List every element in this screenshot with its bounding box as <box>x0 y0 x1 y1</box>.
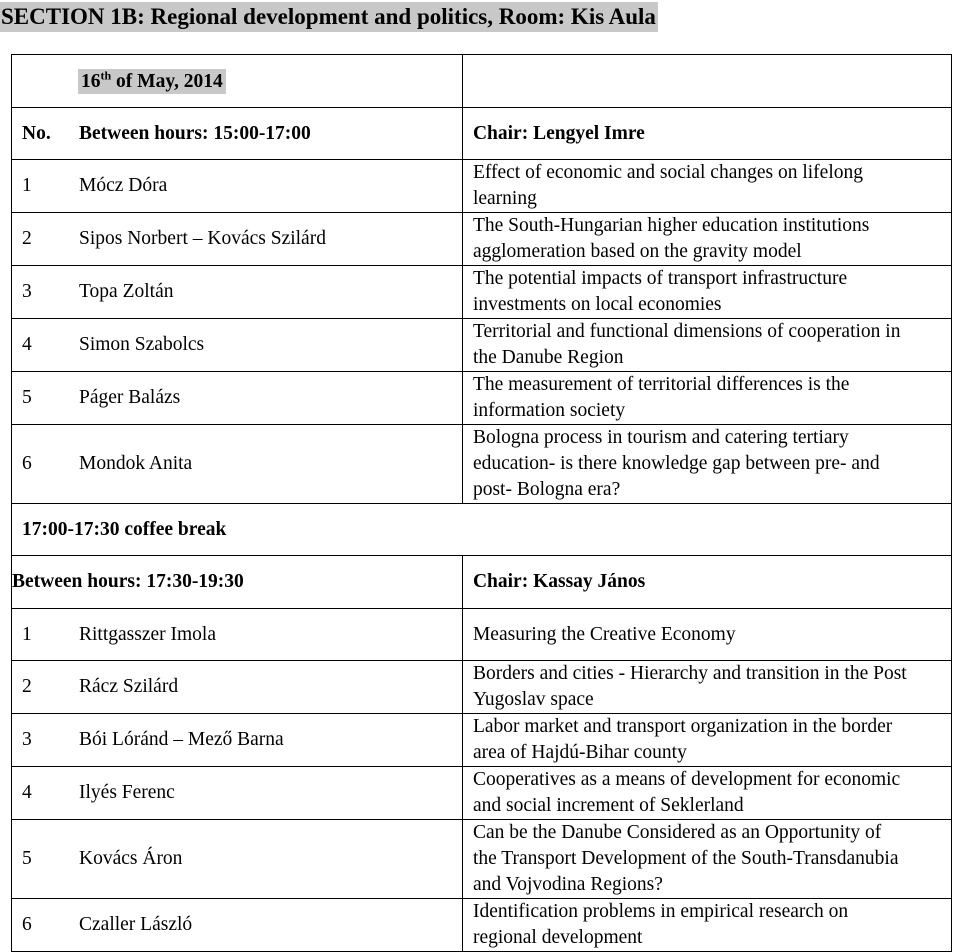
row-number: 5 <box>22 848 32 869</box>
presentation-title: Identification problems in empirical research on regional development <box>462 899 951 952</box>
presentation-title: Bologna process in tourism and catering tertiary education- is there knowledge gap between pre- and post- Bologna era? <box>462 425 951 504</box>
coffee-break-row <box>12 504 952 556</box>
coffee-break: 17:00-17:30 coffee break <box>12 504 952 556</box>
table-row <box>12 609 952 661</box>
table-row <box>12 213 952 266</box>
presenter-name: Kovács Áron <box>79 848 183 869</box>
row-number: 2 <box>22 228 32 249</box>
session2-hours: Between hours: 17:30-19:30 <box>12 556 463 609</box>
session-date: 16th of May, 2014 <box>78 69 226 94</box>
table-row <box>12 661 952 714</box>
presentation-title: Cooperatives as a means of development for economic and social increment of Seklerland <box>462 767 951 820</box>
presenter-name: Páger Balázs <box>79 387 181 408</box>
session1-hours-cell <box>12 108 463 160</box>
row-number: 4 <box>22 782 32 803</box>
presenter-name: Bói Lóránd – Mező Barna <box>79 729 284 750</box>
table-row <box>12 714 952 767</box>
session2-header-row <box>12 556 952 609</box>
number-header: No. <box>22 122 51 144</box>
presentation-title: Borders and cities - Hierarchy and transition in the Post Yugoslav space <box>462 661 951 714</box>
presentation-title: Effect of economic and social changes on lifelong learning <box>462 160 951 213</box>
row-number: 4 <box>22 334 32 355</box>
section-title: SECTION 1B: Regional development and politics, Room: Kis Aula <box>0 2 658 32</box>
session1-hours: Between hours: 15:00-17:00 <box>79 122 311 144</box>
presenter-name: Rácz Szilárd <box>79 676 179 697</box>
presenter-name: Mócz Dóra <box>79 175 168 196</box>
presenter-name: Rittgasszer Imola <box>79 623 217 645</box>
row-number: 1 <box>22 175 32 196</box>
presentation-title: Measuring the Creative Economy <box>462 609 951 661</box>
presentation-title: Territorial and functional dimensions of cooperation in the Danube Region <box>462 319 951 372</box>
presenter-name: Ilyés Ferenc <box>79 782 175 803</box>
session1-chair: Chair: Lengyel Imre <box>462 108 951 160</box>
table-row <box>12 899 952 952</box>
date-cell <box>12 55 463 108</box>
presenter-name: Czaller László <box>79 914 193 935</box>
table-row <box>12 767 952 820</box>
row-number: 6 <box>22 453 32 474</box>
presentation-title: Can be the Danube Considered as an Opportunity of the Transport Development of the South-Transdanubia and Vojvodina Regions? <box>462 820 951 899</box>
table-row <box>12 425 952 504</box>
schedule-table <box>11 54 952 952</box>
table-row <box>12 160 952 213</box>
presenter-name: Sipos Norbert – Kovács Szilárd <box>79 228 326 249</box>
row-number: 3 <box>22 281 32 302</box>
session1-header-row <box>12 108 952 160</box>
presentation-title: The South-Hungarian higher education institutions agglomeration based on the gravity model <box>462 213 951 266</box>
table-row <box>12 266 952 319</box>
table-row <box>12 820 952 899</box>
row-number: 6 <box>22 914 32 935</box>
row-number: 5 <box>22 387 32 408</box>
presenter-name: Mondok Anita <box>79 453 193 474</box>
table-row <box>12 372 952 425</box>
presenter-name: Simon Szabolcs <box>79 334 205 355</box>
presentation-title: The potential impacts of transport infrastructure investments on local economies <box>462 266 951 319</box>
session2-chair: Chair: Kassay János <box>462 556 951 609</box>
row-number: 2 <box>22 676 32 697</box>
date-row <box>12 55 952 108</box>
presentation-title: The measurement of territorial differences is the information society <box>462 372 951 425</box>
date-empty-cell <box>462 55 951 108</box>
presentation-title: Labor market and transport organization in the border area of Hajdú-Bihar county <box>462 714 951 767</box>
table-row <box>12 319 952 372</box>
presenter-name: Topa Zoltán <box>79 281 174 302</box>
row-number: 3 <box>22 729 32 750</box>
row-number: 1 <box>22 623 32 645</box>
